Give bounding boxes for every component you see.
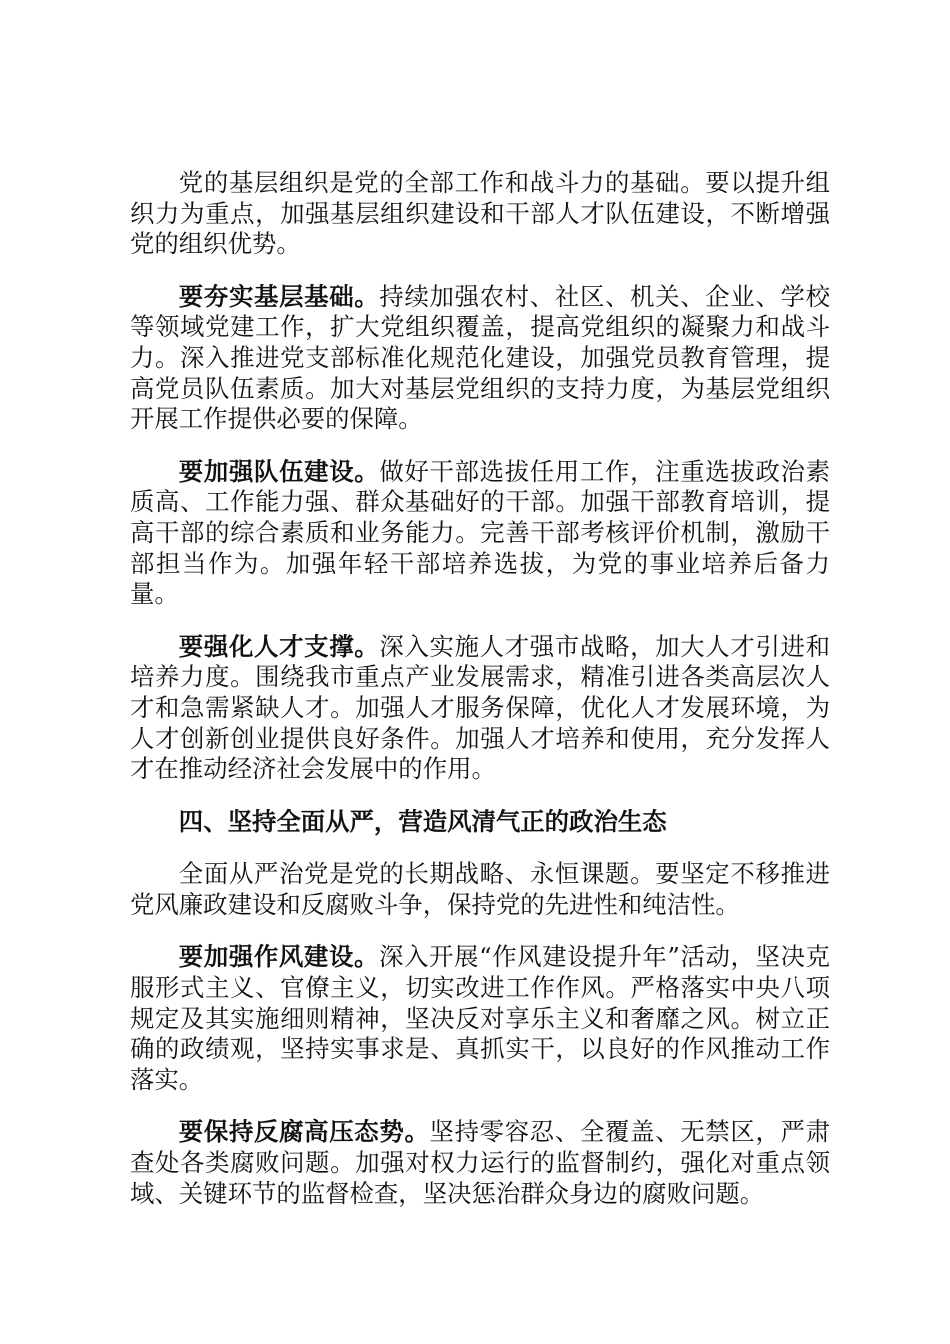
paragraph-intro	[130, 168, 830, 260]
paragraph-body: 全面从严治党是党的长期战略、永恒课题。要坚定不移推进党风廉政建设和反腐败斗争，保持党的先进性和纯洁性。	[130, 859, 830, 919]
paragraph-work-style	[130, 942, 830, 1095]
paragraph-section-intro	[130, 859, 830, 920]
paragraph-body: 做好干部选拔任用工作，注重选拔政治素质高、工作能力强、群众基础好的干部。加强干部教育培训，提高干部的综合素质和业务能力。完善干部考核评价机制，激励干部担当作为。加强年轻干部培养选拔，为党的事业培养后备力量。	[130, 456, 830, 609]
paragraph-body: 坚持零容忍、全覆盖、无禁区，严肃查处各类腐败问题。加强对权力运行的监督制约，强化对重点领域、关键环节的监督检查，坚决惩治群众身边的腐败问题。	[130, 1117, 830, 1208]
paragraph-body: 持续加强农村、社区、机关、企业、学校等领域党建工作，扩大党组织覆盖，提高党组织的凝聚力和战斗力。深入推进党支部标准化规范化建设，加强党员教育管理，提高党员队伍素质。加大对基层党组织的支持力度，为基层党组织开展工作提供必要的保障。	[130, 281, 830, 434]
paragraph-anti-corruption	[130, 1117, 830, 1209]
paragraph-talent	[130, 632, 830, 785]
section-heading: 四、坚持全面从严，营造风清气正的政治生态	[178, 806, 667, 836]
paragraph-lead: 要加强队伍建设。	[178, 456, 380, 486]
document-page	[130, 168, 830, 1231]
paragraph-team-building	[130, 457, 830, 610]
paragraph-body: 深入开展“作风建设提升年”活动，坚决克服形式主义、官僚主义，切实改进工作作风。严格落实中央八项规定及其实施细则精神，坚决反对享乐主义和奢靡之风。树立正确的政绩观，坚持实事求是、真抓实干，以良好的作风推动工作落实。	[130, 942, 830, 1094]
paragraph-lead: 要强化人才支撑。	[178, 631, 380, 661]
paragraph-grassroots	[130, 282, 830, 435]
paragraph-lead: 要保持反腐高压态势。	[178, 1117, 430, 1147]
paragraph-lead: 要加强作风建设。	[178, 942, 379, 972]
paragraph-body: 党的基层组织是党的全部工作和战斗力的基础。要以提升组织力为重点，加强基层组织建设和干部人才队伍建设，不断增强党的组织优势。	[130, 168, 830, 259]
paragraph-lead: 要夯实基层基础。	[178, 281, 380, 311]
paragraph-body: 深入实施人才强市战略，加大人才引进和培养力度。围绕我市重点产业发展需求，精准引进各类高层次人才和急需紧缺人才。加强人才服务保障，优化人才发展环境，为人才创新创业提供良好条件。加强人才培养和使用，充分发挥人才在推动经济社会发展中的作用。	[130, 631, 830, 784]
